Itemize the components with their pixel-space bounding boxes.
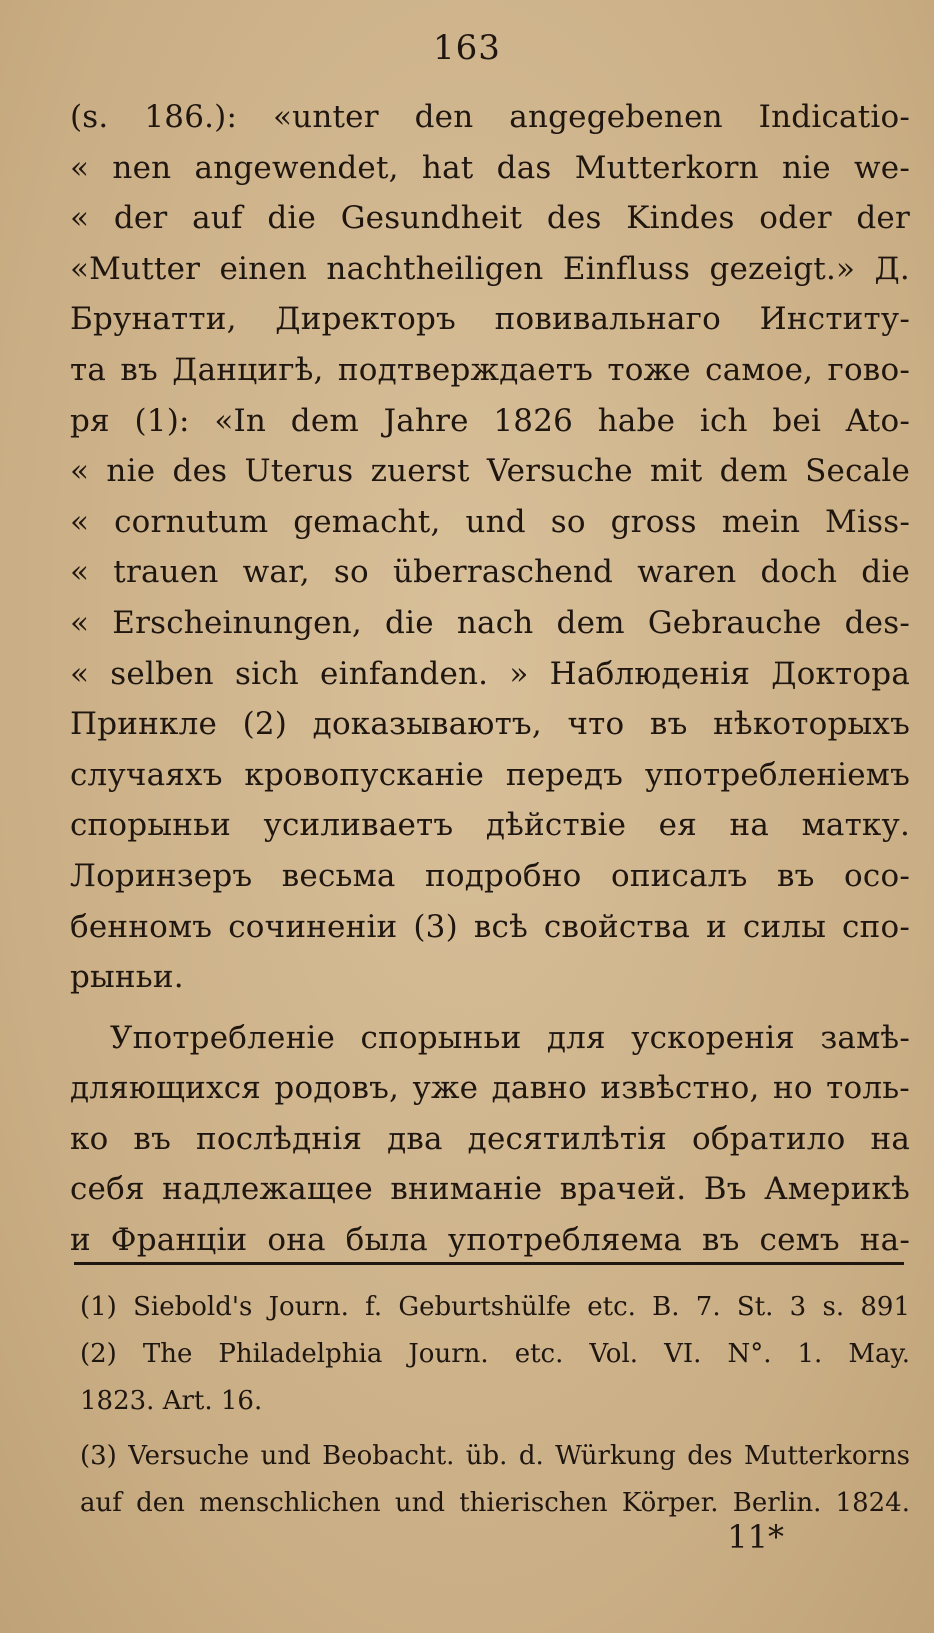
- footnote: (2) The Philadelphia Journ. etc. Vol. VI. N°. 1. May.: [80, 1339, 910, 1369]
- footnote: auf den menschlichen und thierischen Körper. Berlin. 1824.: [80, 1488, 910, 1518]
- text-line: « cornutum gemacht, und so gross mein Miss-: [70, 503, 910, 540]
- main-text: [70, 92, 910, 1266]
- footnote-divider: [74, 1262, 904, 1265]
- footnote: (3) Versuche und Beobacht. üb. d. Würkung des Mutterkorns: [80, 1441, 910, 1471]
- text-line: спорыньи усиливаетъ дѣйствіе ея на матку.: [70, 807, 910, 844]
- text-line: « selben sich einfanden. » Наблюденія Доктора: [70, 655, 910, 692]
- text-line: случаяхъ кровопусканіе передъ употребленіемъ: [70, 756, 910, 793]
- page-number: 163: [433, 28, 501, 68]
- text-line: « der auf die Gesundheit des Kindes oder der: [70, 200, 910, 237]
- footnote: 1823. Art. 16.: [80, 1386, 263, 1416]
- text-line: ря (1): «In dem Jahre 1826 habe ich bei Ato-: [70, 402, 910, 439]
- text-line: « trauen war, so überraschend waren doch die: [70, 554, 910, 591]
- footnote: (1) Siebold's Journ. f. Geburtshülfe etc. B. 7. St. 3 s. 891: [80, 1292, 910, 1322]
- text-line: (s. 186.): «unter den angegebenen Indicatio-: [70, 99, 910, 135]
- text-line: себя надлежащее вниманіе врачей. Въ Америкѣ: [70, 1171, 910, 1208]
- text-line: дляющихся родовъ, уже давно извѣстно, но толь-: [70, 1070, 910, 1107]
- text-line: ко въ послѣднія два десятилѣтія обратило на: [70, 1120, 910, 1157]
- text-line: «Mutter einen nachtheiligen Einfluss gezeigt.» Д.: [70, 250, 910, 287]
- text-line: та въ Данцигѣ, подтверждаетъ тоже самое, гово-: [70, 351, 910, 388]
- text-line: Брунатти, Директоръ повивальнаго Институ-: [70, 301, 910, 338]
- footnotes: [80, 1284, 910, 1527]
- paragraph-first-line: Употребленіе спорыньи для ускоренія замѣ-: [110, 1019, 910, 1056]
- text-line: « Erscheinungen, die nach dem Gebrauche des-: [70, 604, 910, 641]
- text-line: « nen angewendet, hat das Mutterkorn nie we-: [70, 149, 910, 186]
- text-line: и Франціи она была употребляема въ семъ на-: [70, 1222, 910, 1259]
- text-line: Принкле (2) доказываютъ, что въ нѣкоторыхъ: [70, 706, 910, 743]
- signature-mark: 11*: [727, 1518, 784, 1556]
- text-line: « nie des Uterus zuerst Versuche mit dem Secale: [70, 453, 910, 490]
- text-line: бенномъ сочиненіи (3) всѣ свойства и силы спо-: [70, 908, 910, 945]
- text-line: Лоринзеръ весьма подробно описалъ въ осо-: [70, 857, 910, 894]
- text-line: рыньи.: [70, 959, 184, 996]
